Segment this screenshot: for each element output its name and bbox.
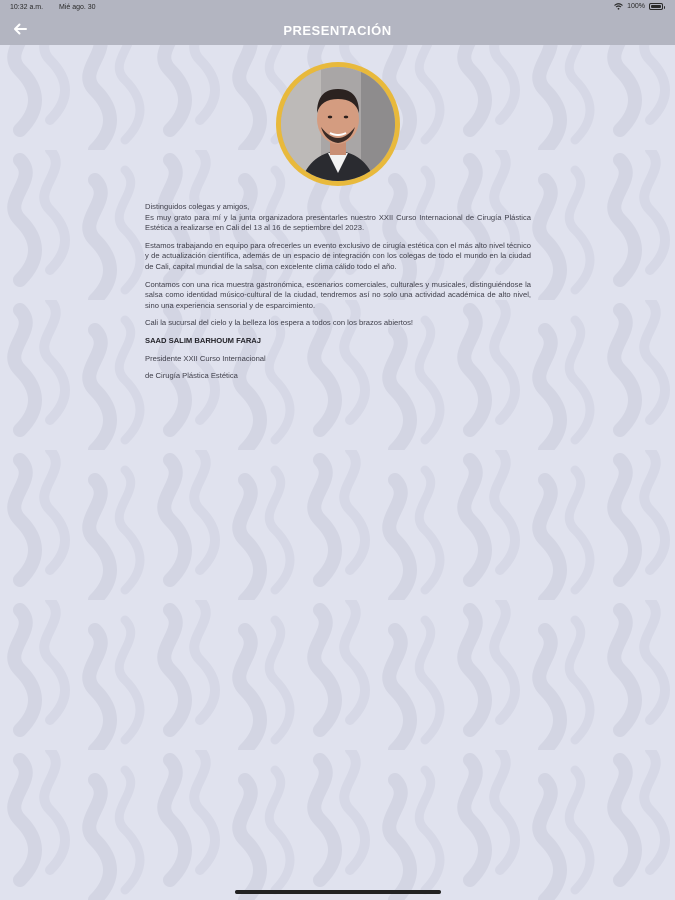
status-time: 10:32 a.m.	[10, 4, 44, 11]
signature-title-line-1: Presidente XXII Curso Internacional	[145, 353, 266, 363]
header-bar	[0, 16, 675, 45]
wifi-icon	[614, 3, 623, 10]
letter-paragraph-1: Es muy grato para mí y la junta organizadora presentarles nuestro XXII Curso Internacional de Cirugía Plástica Estética a realizarse en Cali del 13 al 16 de septiembre del 2023.	[145, 212, 531, 233]
signature-name: SAAD SALIM BARHOUM FARAJ	[145, 335, 262, 345]
battery-percentage: 100%	[627, 3, 645, 10]
status-date: Mié ago. 30	[59, 4, 96, 11]
home-indicator[interactable]	[235, 890, 441, 894]
letter-greeting: Distinguidos colegas y amigos,	[145, 202, 250, 211]
letter-paragraph-3: Contamos con una rica muestra gastronómica, escenarios comerciales, culturales y musicales, distinguiéndose la salsa como identidad músico-cultural de la ciudad, tendremos así no solo una actividad académica de alto nivel, sino una experiencia sensorial y de esparcimiento.	[145, 279, 531, 310]
presentation-letter	[145, 202, 531, 389]
status-indicators	[614, 3, 663, 10]
signature-title-line-2: de Cirugía Plástica Estética	[145, 371, 238, 381]
letter-paragraph-4: Cali la sucursal del cielo y la belleza los espera a todos con los brazos abiertos!	[145, 318, 414, 328]
avatar	[281, 67, 395, 181]
status-bar	[0, 0, 675, 16]
page-title: PRESENTACIÓN	[283, 23, 392, 38]
battery-icon	[649, 3, 663, 10]
letter-paragraph-2: Estamos trabajando en equipo para ofrecerles un evento exclusivo de cirugía estética con el más alto nivel técnico y de actualización científica, además de un espacio de integración con los colegas de todo el mundo en la ciudad de Cali, capital mundial de la salsa, con excelente clima cálido todo el año.	[145, 240, 531, 271]
avatar-ring	[276, 62, 400, 186]
